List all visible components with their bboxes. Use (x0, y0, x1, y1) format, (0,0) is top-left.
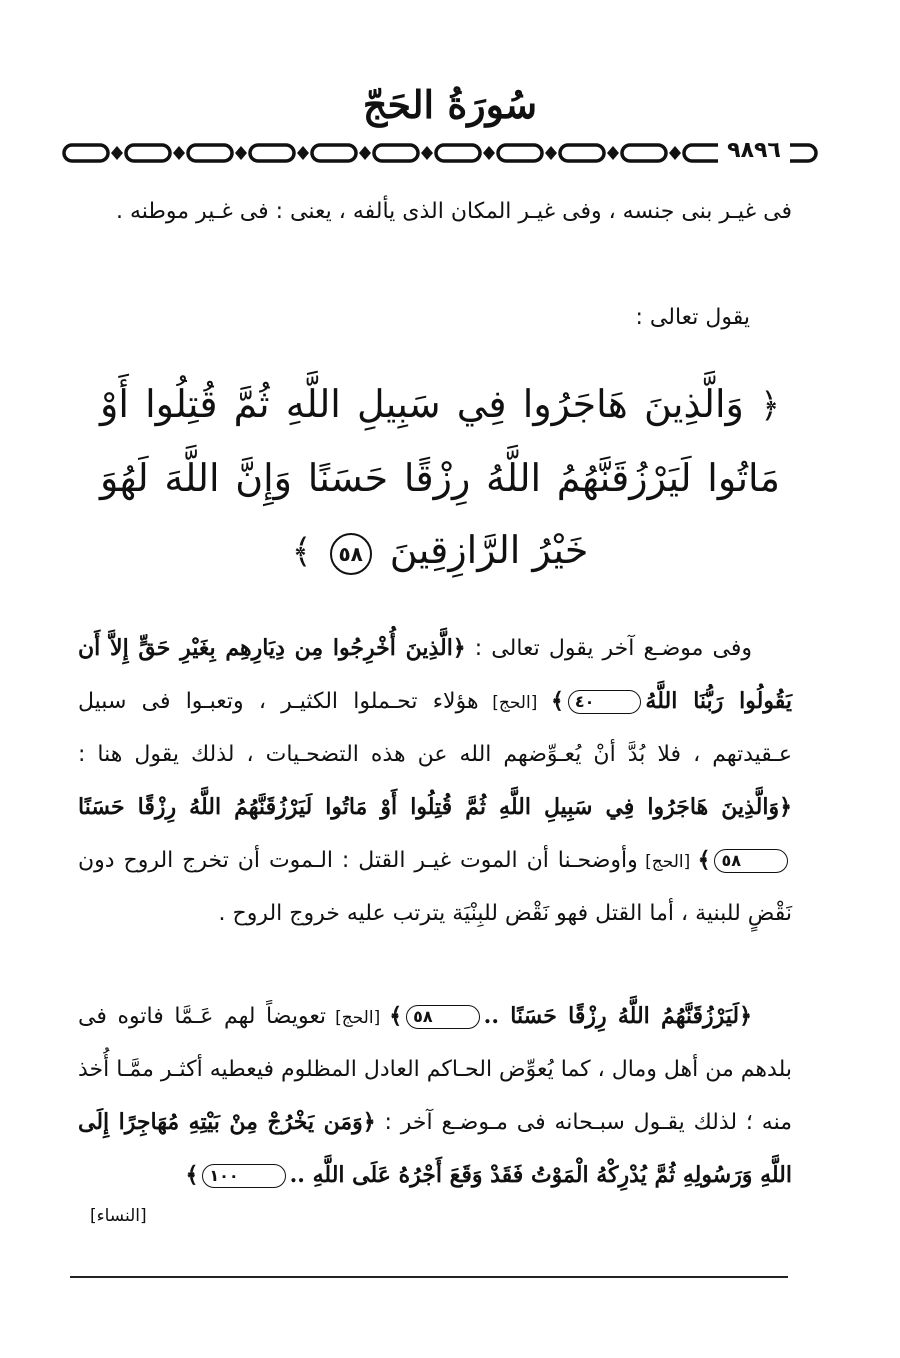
paragraph-commentary-1 (78, 622, 792, 940)
surah-reference: [الحج] (637, 852, 698, 872)
ornament-divider (60, 140, 820, 166)
quote-close-bracket: ﴾ (550, 688, 564, 714)
text-segment: وفى موضـع آخر يقول تعالى : (465, 636, 753, 661)
paragraph-commentary-2 (78, 990, 792, 1202)
surah-reference: [الحج] (326, 1008, 390, 1028)
footer-rule (70, 1276, 788, 1278)
paragraph-continuation: فى غيـر بنى جنسه ، وفى غيـر المكان الذى يألفه ، يعنى : فى غـير موطنه . (115, 199, 792, 224)
page-number: ٩٨٩٦ (718, 136, 790, 166)
verse-open-bracket: ﴿ (760, 386, 780, 426)
ayah-number: ٥٨ (714, 849, 788, 873)
verse-close-bracket: ﴾ (291, 532, 312, 572)
surah-title: سُورَةُ الحَجّ (362, 82, 538, 127)
quran-quote: ﴿وَالَّذِينَ هَاجَرُوا فِي سَبِيلِ اللَّهِ ثُمَّ قُتِلُوا أَوْ مَاتُوا لَيَرْزُقَنَّهُمُ اللَّهُ رِزْقًا حَسَنًا (78, 794, 792, 820)
verse-text: وَالَّذِينَ هَاجَرُوا فِي سَبِيلِ اللَّهِ ثُمَّ قُتِلُوا أَوْ مَاتُوا لَيَرْزُقَنَّهُمُ اللَّهُ رِزْقًا حَسَنًا وَإِنَّ اللَّهَ لَهُوَ خَيْرُ الرَّازِقِينَ (100, 382, 780, 572)
quran-quote: ﴿وَمَن يَخْرُجْ مِنْ بَيْتِهِ مُهَاجِرًا إِلَى اللَّهِ وَرَسُولِهِ ثُمَّ يُدْرِكْهُ الْمَوْتُ فَقَدْ وَقَعَ أَجْرُهُ عَلَى اللَّهِ .. (78, 1109, 792, 1188)
surah-reference-nisa: [النساء] (90, 1206, 147, 1226)
quote-close-bracket: ﴾ (697, 847, 711, 873)
text-segment: وأوضحـنا أن الموت غيـر القتل : الـموت أن تخرج الروح دون نَقْضٍ للبنية ، أما القتل فهو نَقْض للبِنْيَة يترتب عليه خروج الروح . (78, 848, 792, 926)
text-segment: هؤلاء تحـملوا الكثيـر ، وتعبـوا فى سبيل عـقيدتهم ، فلا بُدَّ أنْ يُعـوِّضهم الله عن هذه التضحـيات ، لذلك يقول هنا : (78, 689, 792, 767)
text-segment: تعويضاً لهم عَـمَّا فاتوه فى بلدهم من أهل ومال ، كما يُعوِّض الحـاكم العادل المظلوم فيعطيه أكثـر ممَّـا أُخذ منه ؛ لذلك يقـول سبـحانه فى مـوضـع آخر : (78, 1004, 792, 1135)
quran-quote: ﴿لَيَرْزُقَنَّهُمُ اللَّهُ رِزْقًا حَسَنًا .. (483, 1003, 752, 1029)
ayah-number: ٥٨ (406, 1005, 480, 1029)
quran-verse-block (100, 368, 780, 588)
ayah-number: ١٠٠ (202, 1164, 285, 1188)
ayah-number: ٥٨ (330, 533, 372, 575)
quote-close-bracket: ﴾ (389, 1003, 403, 1029)
ayah-number: ٤٠ (568, 690, 642, 714)
verse-intro: يقول تعالى : (635, 305, 750, 330)
quran-quote: ﴿الَّذِينَ أُخْرِجُوا مِن دِيَارِهِم بِغَيْرِ حَقٍّ إِلاَّ أَن يَقُولُوا رَبُّنَا اللَّهُ (78, 635, 792, 714)
surah-reference: [الحج] (478, 693, 551, 713)
quote-close-bracket: ﴾ (185, 1162, 199, 1188)
